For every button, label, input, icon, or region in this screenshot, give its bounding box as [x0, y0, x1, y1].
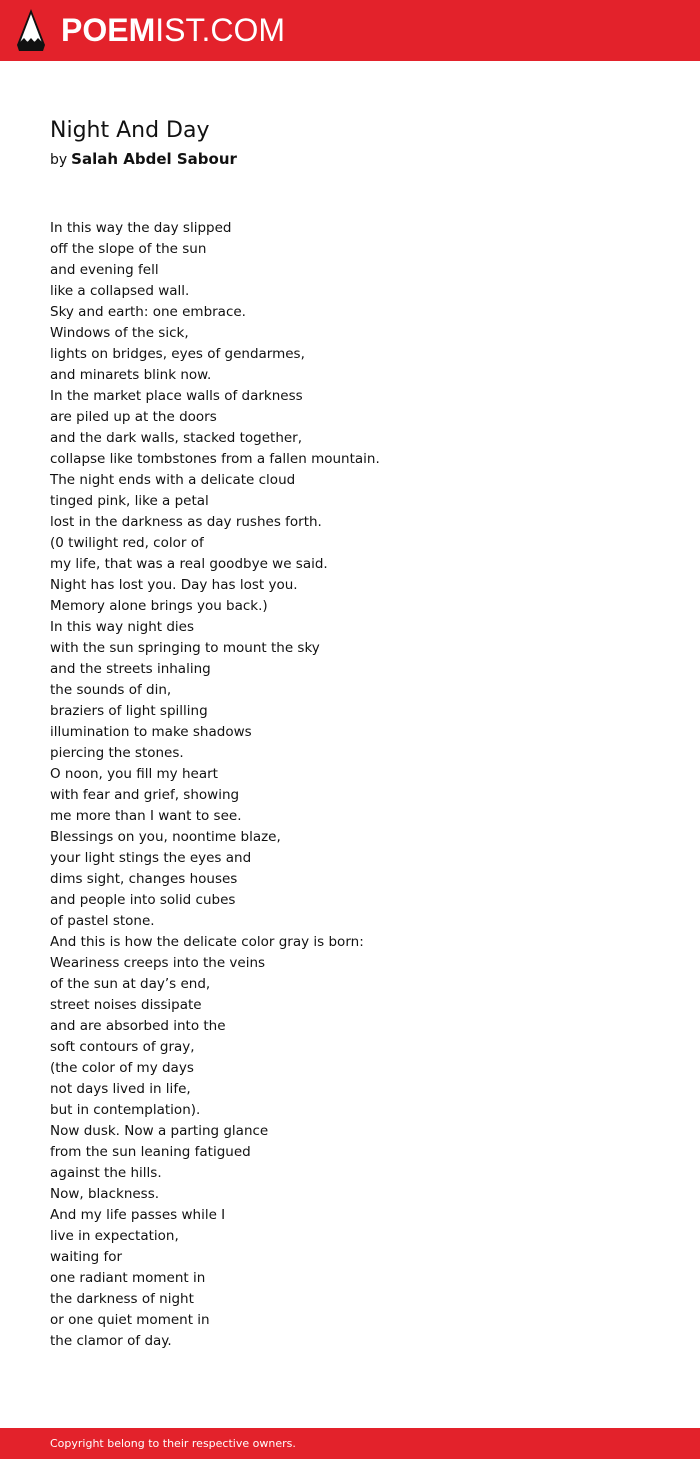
poem-line: Now, blackness.: [50, 1186, 160, 1202]
poem-line: of pastel stone.: [50, 913, 155, 929]
poem-line: me more than I want to see.: [50, 808, 242, 824]
poem-line: In this way night dies: [50, 619, 195, 635]
poem-line: collapse like tombstones from a fallen mountain.: [50, 451, 380, 467]
site-footer: [0, 1428, 700, 1459]
poem-line: and evening fell: [50, 262, 159, 278]
poem-line: waiting for: [50, 1249, 123, 1265]
poem-line: my life, that was a real goodbye we said.: [50, 556, 328, 572]
poem-line: (the color of my days: [50, 1060, 194, 1076]
brand-name-light: IST.COM: [155, 12, 286, 48]
poem-line: Sky and earth: one embrace.: [50, 304, 246, 320]
poem-line: the sounds of din,: [50, 682, 172, 698]
author-link[interactable]: Salah Abdel Sabour: [71, 150, 237, 168]
poem-line: And this is how the delicate color gray is born:: [50, 934, 364, 950]
poem-line: tinged pink, like a petal: [50, 493, 209, 509]
poem-line: with the sun springing to mount the sky: [50, 640, 320, 656]
poem-line: Now dusk. Now a parting glance: [50, 1123, 269, 1139]
poem-title: Night And Day: [50, 118, 210, 143]
brand-name: [61, 8, 285, 53]
poem-line: and minarets blink now.: [50, 367, 212, 383]
poem-line: The night ends with a delicate cloud: [50, 472, 296, 488]
poem-line: Blessings on you, noontime blaze,: [50, 829, 281, 845]
poem-line: In the market place walls of darkness: [50, 388, 303, 404]
poem-line: (0 twilight red, color of: [50, 535, 204, 551]
poem-line: or one quiet moment in: [50, 1312, 210, 1328]
poem-line: and are absorbed into the: [50, 1018, 226, 1034]
poem-line: the clamor of day.: [50, 1333, 172, 1349]
brand-name-strong: POEM: [61, 12, 156, 48]
site-header: [0, 0, 700, 61]
poem-line: O noon, you fill my heart: [50, 766, 218, 782]
poem-line: like a collapsed wall.: [50, 283, 190, 299]
poem-line: from the sun leaning fatigued: [50, 1144, 251, 1160]
poem-line: lost in the darkness as day rushes forth.: [50, 514, 322, 530]
poem-line: off the slope of the sun: [50, 241, 207, 257]
poem-line: and the streets inhaling: [50, 661, 211, 677]
poem-body: [50, 218, 670, 1352]
poem-line: braziers of light spilling: [50, 703, 208, 719]
poem-line: one radiant moment in: [50, 1270, 206, 1286]
poem-line: and the dark walls, stacked together,: [50, 430, 303, 446]
poem-line: In this way the day slipped: [50, 220, 232, 236]
poem-line: Weariness creeps into the veins: [50, 955, 266, 971]
byline-prefix: by: [50, 152, 68, 168]
poem-line: are piled up at the doors: [50, 409, 217, 425]
poem-line: live in expectation,: [50, 1228, 179, 1244]
poem-line: but in contemplation).: [50, 1102, 201, 1118]
poem-line: with fear and grief, showing: [50, 787, 240, 803]
poem-line: the darkness of night: [50, 1291, 194, 1307]
poem-line: Night has lost you. Day has lost you.: [50, 577, 298, 593]
poem-line: piercing the stones.: [50, 745, 184, 761]
poem-line: of the sun at day’s end,: [50, 976, 211, 992]
poem-line: lights on bridges, eyes of gendarmes,: [50, 346, 305, 362]
poem-line: your light stings the eyes and: [50, 850, 252, 866]
poem-line: dims sight, changes houses: [50, 871, 238, 887]
pencil-icon: [16, 8, 46, 53]
poem-line: soft contours of gray,: [50, 1039, 195, 1055]
poem-line: not days lived in life,: [50, 1081, 191, 1097]
poem-line: illumination to make shadows: [50, 724, 252, 740]
poem-line: Memory alone brings you back.): [50, 598, 268, 614]
poem-line: street noises dissipate: [50, 997, 202, 1013]
poem-line: against the hills.: [50, 1165, 162, 1181]
copyright-text: Copyright belong to their respective owners.: [50, 1437, 296, 1450]
poem-byline: [50, 147, 237, 172]
poem-line: And my life passes while I: [50, 1207, 226, 1223]
poem-line: Windows of the sick,: [50, 325, 189, 341]
poemist-logo[interactable]: [16, 8, 285, 53]
poem-line: and people into solid cubes: [50, 892, 236, 908]
